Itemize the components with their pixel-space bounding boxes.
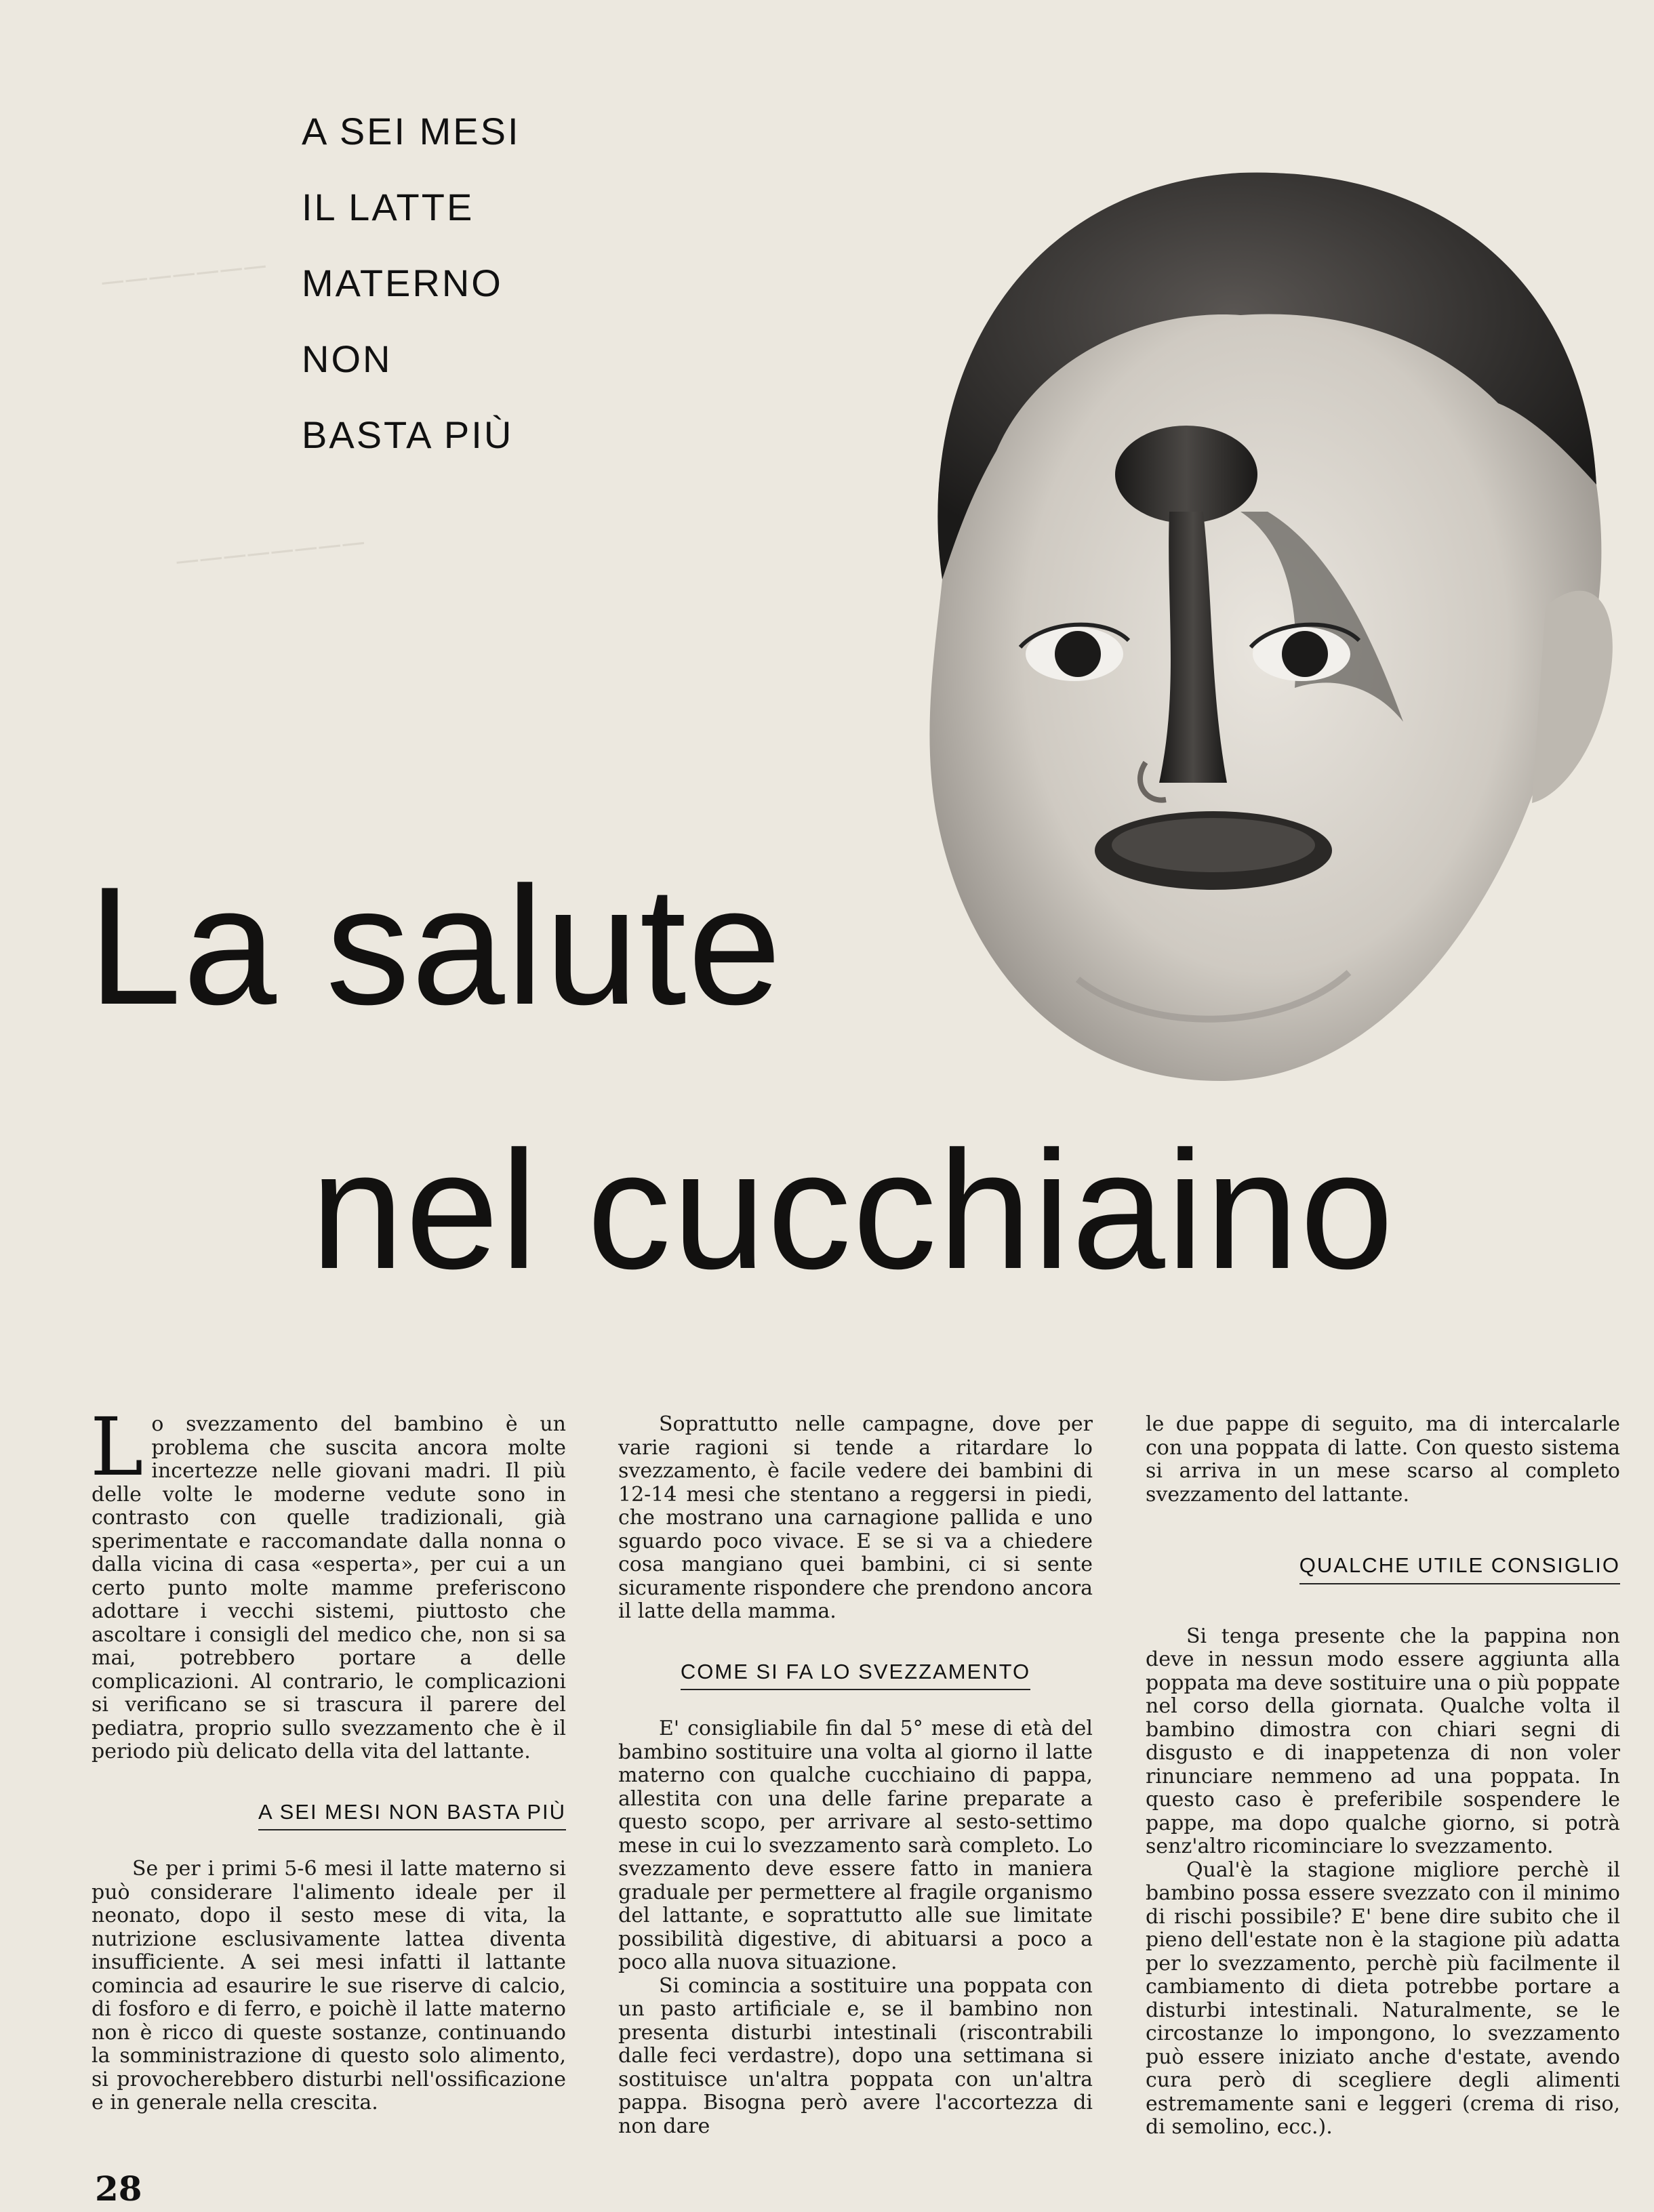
page-number: 28 — [95, 2169, 142, 2209]
subheading-text: COME SI FA LO SVEZZAMENTO — [681, 1660, 1030, 1691]
article-column-1 — [92, 1366, 566, 2115]
baby-face-photo — [861, 132, 1627, 1108]
article-title-line-2: nel cucchiaino — [310, 1115, 1395, 1304]
subheading — [92, 1801, 566, 1831]
body-paragraph: Si tenga presente che la pappina non deve in nessun modo essere aggiunta alla poppata ma deve sostituire una o più poppate nel corso della giornata. Qualche volta il bambino dimostra con chiari segni di disgusto e di inappetenza di non voler rinunciare nemmeno ad una poppata. In questo caso è preferibile sospendere le pappe, ma dopo qualche giorno, si potrà senz'altro ricominciare lo svezzamento. — [1146, 1624, 1620, 1858]
body-paragraph: Se per i primi 5-6 mesi il latte materno si può considerare l'alimento ideale per il neonato, dopo il sesto mese di vita, la nutrizione esclusivamente lattea diventa insufficiente. A sei mesi infatti il lattante comincia ad esaurire le sue riserve di calcio, di fosforo e di ferro, e poichè il latte materno non è ricco di queste sostanze, continuando la somministrazione di questo solo alimento, si provocherebbero disturbi nell'ossificazione e in generale nella crescita. — [92, 1857, 566, 2114]
kicker-line: IL LATTE — [302, 186, 475, 228]
body-paragraph: E' consigliabile fin dal 5° mese di età del bambino sostituire una volta al giorno il latte materno con qualche cucchiaino di pappa, allestita con una delle farine preparate a questo scopo, per arrivare al sesto-settimo mese in cui lo svezzamento sarà completo. Lo svezzamento deve essere fatto in maniera graduale per permettere al fragile organismo del lattante, e soprattutto alle sue limitate possibilità digestive, di abituarsi a poco a poco alla nuova situazione. — [618, 1717, 1093, 1974]
article-column-3 — [1146, 1413, 1620, 2139]
article-title-line-1: La salute — [88, 851, 783, 1040]
kicker-line: MATERNO — [302, 262, 503, 304]
subheading — [618, 1660, 1093, 1691]
kicker-line: NON — [302, 337, 392, 380]
subheading-text: QUALCHE UTILE CONSIGLIO — [1299, 1554, 1620, 1584]
body-paragraph: Qual'è la stagione migliore perchè il bambino possa essere svezzato con il minimo di rischi possibile? E' bene dire subito che il pieno dell'estate non è la stagione più adatta per lo svezzamento, perchè più facilmente il cambiamento di dieta potrebbe portare a disturbi intestinali. Naturalmente, se le circostanze lo impongono, lo svezzamento può essere iniziato anche d'estate, avendo cura però di scegliere degli alimenti estremamente sani e leggeri (crema di riso, di semolino, ecc.). — [1146, 1858, 1620, 2139]
bleed-through-mark: ─────── — [100, 249, 270, 300]
body-paragraph: Soprattutto nelle campagne, dove per varie ragioni si tende a ritardare lo svezzamento, è facile vedere dei bambini di 12-14 mesi che stentano a reggersi in piedi, che mostrano una carnagione pallida e uno sguardo poco vivace. E se si va a chiedere cosa mangiano quei bambini, ci si sente sicuramente rispondere che prendono ancora il latte della mamma. — [618, 1412, 1093, 1623]
kicker-line: A SEI MESI — [302, 110, 521, 152]
intro-text: o svezzamento del bambino è un problema che suscita ancora molte incertezze nelle giovani madri. Il più delle volte le moderne vedute sono in contrasto con quelle tradizionali, già sperimentate e raccomandate dalla nonna o dalla vicina di casa «esperta», per cui a un certo punto molte mamme preferiscono adottare i vecchi sistemi, piuttosto che ascoltare i consigli del medico che, non si sa mai, potrebbero portare a delle complicazioni. Al contrario, le complicazioni si verificano se si trascura il parere del pediatra, proprio sullo svezzamento che è il periodo più delicato della vita del lattante. — [92, 1412, 566, 1763]
body-paragraph: le due pappe di seguito, ma di intercalarle con una poppata di latte. Con questo sistema si arriva in un mese scarso al completo svezzamento del lattante. — [1146, 1412, 1620, 1507]
kicker-line: BASTA PIÙ — [302, 413, 514, 456]
kicker-headline — [302, 94, 521, 473]
body-paragraph: Si comincia a sostituire una poppata con un pasto artificiale e, se il bambino non presenta disturbi intestinali (riscontrabili dalle feci verdastre), dopo una settimana si sostituisce un'altra poppata con un'altra pappa. Bisogna però avere l'accortezza di non dare — [618, 1973, 1093, 2138]
drop-cap: L — [90, 1400, 144, 1494]
article-column-2 — [618, 1413, 1093, 2138]
intro-paragraph — [92, 1366, 566, 1764]
bleed-through-mark: ──────── — [175, 525, 369, 579]
subheading — [1146, 1554, 1620, 1584]
subheading-text: A SEI MESI NON BASTA PIÙ — [258, 1801, 566, 1831]
